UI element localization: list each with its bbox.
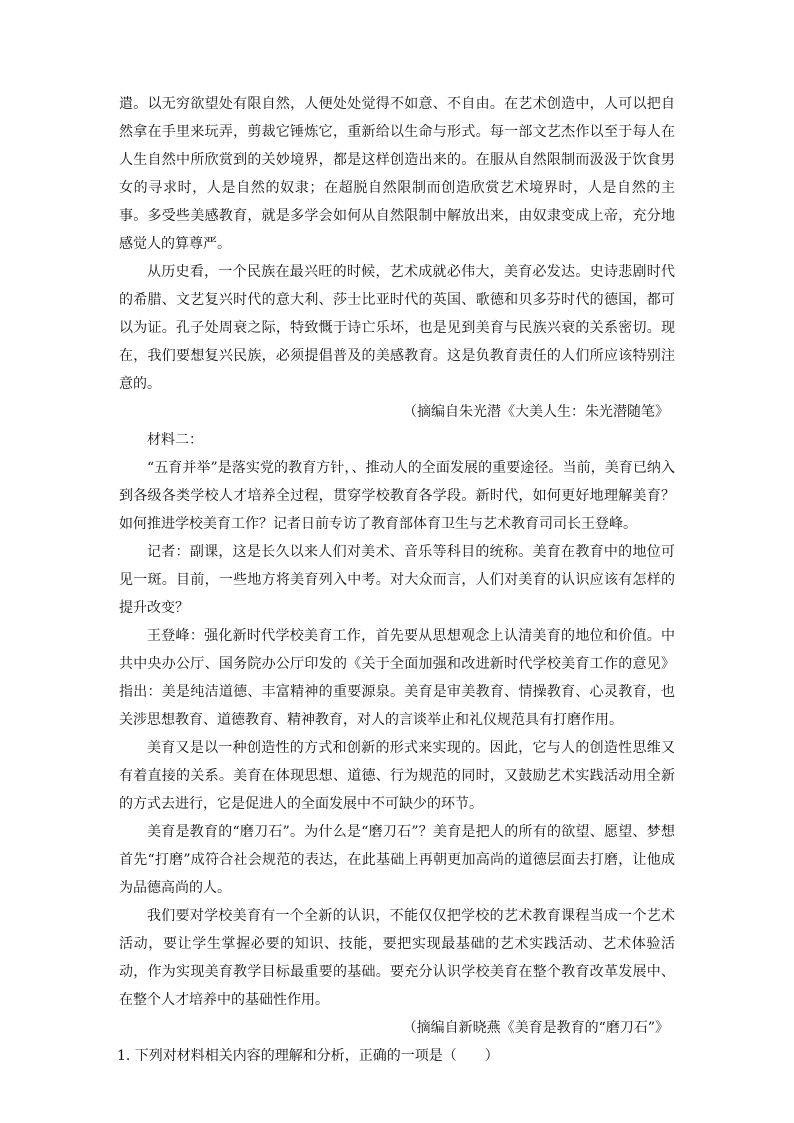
material2-heading: 材料二： <box>147 432 203 448</box>
material2-paragraph-3: 王登峰：强化新时代学校美育工作，首先要从思想观念上认清美育的地位和价值。中共中央办公厅、国务院办公厅印发的《关于全面加强和改进新时代学校美育工作的意见》指出：美是纯洁道德、丰富精神的重要源泉。美育是审美教育、情操教育、心灵教育，也关涉思想教育、道德教育、精神教育，对人的言谈举止和礼仪规范具有打磨作用。 <box>119 628 675 728</box>
material2-paragraph-4: 美育又是以一种创造性的方式和创新的形式来实现的。因此，它与人的创造性思维又有着直接的关系。美育在体现思想、道德、行为规范的同时，又鼓励艺术实践活动用全新的方式去进行，它是促进人的全面发展中不可缺少的环节。 <box>119 740 675 812</box>
material2-paragraph-6: 我们要对学校美育有一个全新的认识，不能仅仅把学校的艺术教育课程当成一个艺术活动，要让学生掌握必要的知识、技能，要把实现最基础的艺术实践活动、艺术体验活动，作为实现美育教学目标最重要的基础。要充分认识学校美育在整个教育改革发展中、在整个人才培养中的基础性作用。 <box>119 908 675 1008</box>
material1-paragraph-1: 遣。以无穷欲望处有限自然，人便处处觉得不如意、不自由。在艺术创造中，人可以把自然拿在手里来玩弄，剪裁它锤炼它，重新给以生命与形式。每一部文艺杰作以至于每人在人生自然中所欣赏到的关妙境界，都是这样创造出来的。在服从自然限制而汲汲于饮食男女的寻求时，人是自然的奴隶；在超脱自然限制而创造欣赏艺术境界时，人是自然的主事。多受些美感教育，就是多学会如何从自然限制中解放出来，由奴隶变成上帝，充分地感觉人的算尊严。 <box>119 96 675 252</box>
material2-paragraph-1: “五育并举”是落实党的教育方针，、推动人的全面发展的重要途径。当前，美育已纳入到各级各类学校人才培养全过程，贯穿学校教育各学段。新时代，如何更好地理解美育？如何推进学校美育工作？记者日前专访了教育部体育卫生与艺术教育司司长王登峰。 <box>119 460 675 532</box>
material1-source: （摘编自朱光潜《大美人生：朱光潜随笔》 <box>403 404 669 420</box>
document-page <box>119 90 675 1070</box>
material2-source: （摘编自新晓燕《美育是教育的“磨刀石”》 <box>402 1020 669 1036</box>
question-1: 1. 下列对材料相关内容的理解和分析，正确的一项是（ ） <box>117 1048 499 1064</box>
material1-paragraph-2: 从历史看，一个民族在最兴旺的时候，艺术成就必伟大，美育必发达。史诗悲剧时代的希腊、文艺复兴时代的意大利、莎士比亚时代的英国、歌德和贝多芬时代的德国，都可以为证。孔子处周衰之际，特致慨于诗亡乐坏，也是见到美育与民族兴衰的关系密切。现在，我们要想复兴民族，必须提倡普及的美感教育。这是负教育责任的人们所应该特别注意的。 <box>119 264 675 392</box>
material2-paragraph-5: 美育是教育的“磨刀石”。为什么是“磨刀石”？美育是把人的所有的欲望、愿望、梦想首先“打磨”成符合社会规范的表达，在此基础上再朝更加高尚的道德层面去打磨，让他成为品德高尚的人。 <box>119 824 675 896</box>
material2-paragraph-2: 记者：副课，这是长久以来人们对美术、音乐等科目的统称。美育在教育中的地位可见一斑。目前，一些地方将美育列入中考。对大众而言，人们对美育的认识应该有怎样的提升改变？ <box>119 544 675 616</box>
